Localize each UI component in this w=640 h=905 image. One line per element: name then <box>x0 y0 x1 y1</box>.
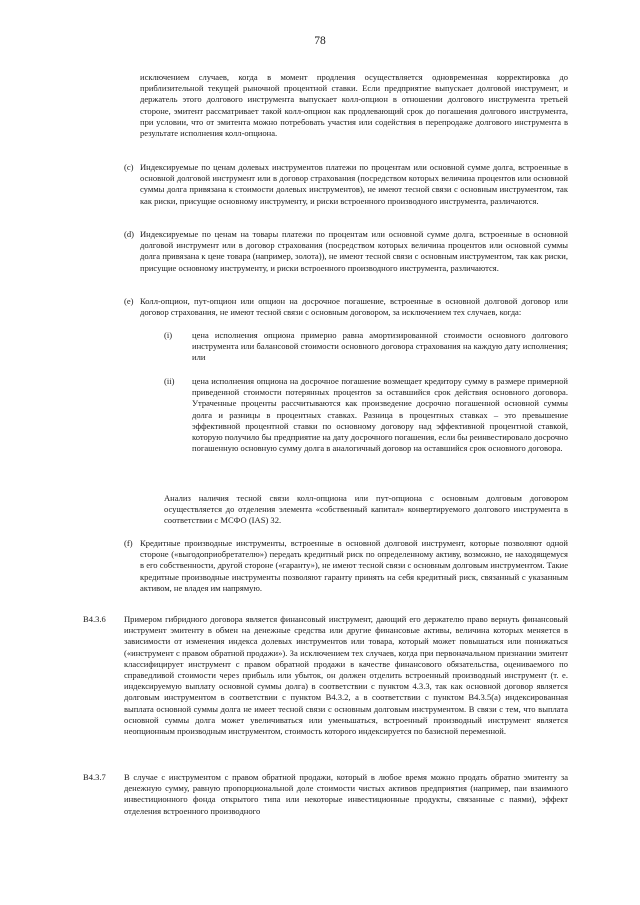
intro-paragraph: исключением случаев, когда в момент продления осуществляется одновременная корректировка до приблизительной текущей рыночной процентной ставки. Если предприятие выпускает долговой инструмент, и держатель этого долгового инструмента выпускает колл-опцион в отношении долгового инструмента третьей стороне, эмитент рассматривает такой колл-опцион как продлевающий срок до погашения долгового инструмента, при условии, что от эмитента можно потребовать участия или содействия в перепродаже долгового инструмента в результате исполнения колл-опциона. <box>140 72 568 139</box>
item-e-sub-ii-text: цена исполнения опциона на досрочное погашение возмещает кредитору сумму в размере примерной приведенной стоимости потерянных процентов за оставшийся срок действия основного договора. Утраченные проценты рассчитываются как произведение досрочно погашенной основной суммы долга и разницы в процентных ставках. Разница в процентных ставках – это превышение эффективной процентной ставки по основному договору над эффективной процентной ставкой, которую получило бы предприятие на дату досрочного погашения, если бы реинвестировало досрочно погашенную основную сумму долга в аналогичный договор на оставшийся срок основного договора. <box>192 376 568 454</box>
item-f-label: (f) <box>124 538 133 548</box>
item-e-sub-i-text: цена исполнения опциона примерно равна амортизированной стоимости основного долгового инструмента или балансовой стоимости основного договора страхования на каждую дату исполнения; или <box>192 330 568 363</box>
item-e-sub-ii-label: (ii) <box>164 376 175 386</box>
section-b437-text: В случае с инструментом с правом обратной продажи, который в любое время можно продать обратно эмитенту за денежную сумму, равную пропорциональной доле стоимости чистых активов предприятия (например, паи взаимного инвестиционного фонда открытого типа или некоторые инвестиционные продукты, связанные с паями), эффект отделения встроенного производного <box>124 772 568 816</box>
page-number: 78 <box>314 35 326 47</box>
item-e-text: Колл-опцион, пут-опцион или опцион на досрочное погашение, встроенные в основной долговой договор или договор страхования, не имеют тесной связи с основным договором, за исключением тех случаев, когда: <box>140 296 568 318</box>
item-d-text: Индексируемые по ценам на товары платежи по процентам или основной сумме долга, встроенные в основной долговой инструмент или в договор страхования (посредством которых величина процентов или основной суммы долга привязана к цене товара (например, золота)), не имеют тесной связи с основным инструментом, так как риски, присущие основному инструменту, и риски встроенного производного инструмента, различаются. <box>140 229 568 273</box>
item-c-label: (c) <box>124 162 134 172</box>
item-c-text: Индексируемые по ценам долевых инструментов платежи по процентам или основной сумме долга, встроенные в основной долговой инструмент или в договор страхования (посредством которых величина процентов или основной суммы долга привязана к стоимости долевых инструментов), не имеют тесной связи с основным инструментом, так как риски, присущие основному инструменту, и риски встроенного производного инструмента, различаются. <box>140 162 568 206</box>
item-d-label: (d) <box>124 229 134 239</box>
item-f-text: Кредитные производные инструменты, встроенные в основной долговой инструмент, которые позволяют одной стороне («выгодоприобретателю») передать кредитный риск по определенному активу, возможно, не находящемуся в его собственности, другой стороне («гаранту»), не имеют тесной связи с основным долговым инструментом. Такие кредитные производные инструменты позволяют гаранту принять на себя кредитный риск, связанный с указанным активом, не владея им напрямую. <box>140 538 568 593</box>
section-b436-label: B4.3.6 <box>83 614 106 624</box>
section-b437-label: B4.3.7 <box>83 772 106 782</box>
item-e-sub-i-label: (i) <box>164 330 173 340</box>
item-e-analysis: Анализ наличия тесной связи колл-опциона или пут-опциона с основным долговым договором осуществляется до отделения элемента «собственный капитал» конвертируемого долгового инструмента в соответствии с МСФО (IAS) 32. <box>164 493 568 526</box>
section-b436-text: Примером гибридного договора является финансовый инструмент, дающий его держателю право вернуть финансовый инструмент эмитенту в обмен на денежные средства или другие финансовые активы, величина которых меняется в зависимости от изменения индекса долевых инструментов или товара, который может повышаться или понижаться («инструмент с правом обратной продажи»). За исключением тех случаев, когда при первоначальном признании эмитент классифицирует инструмент с правом обратной продажи в качестве финансового обязательства, оцениваемого по справедливой стоимости через прибыль или убыток, он должен отделить встроенный производный инструмент (т. е. индексируемую выплату основной суммы долга) в соответствии с пунктом 4.3.3, так как основной договор является долговым инструментом в соответствии с пунктом B4.3.2, а в соответствии с пунктом B4.3.5(a) индексированная выплата основной суммы долга не имеет тесной связи с основным долговым инструментом. В связи с тем, что выплата основной суммы долга может увеличиваться или уменьшаться, встроенный производный инструмент является неопционным производным инструментом, стоимость которого индексируется по базисной переменной. <box>124 614 568 737</box>
item-e-label: (e) <box>124 296 134 306</box>
